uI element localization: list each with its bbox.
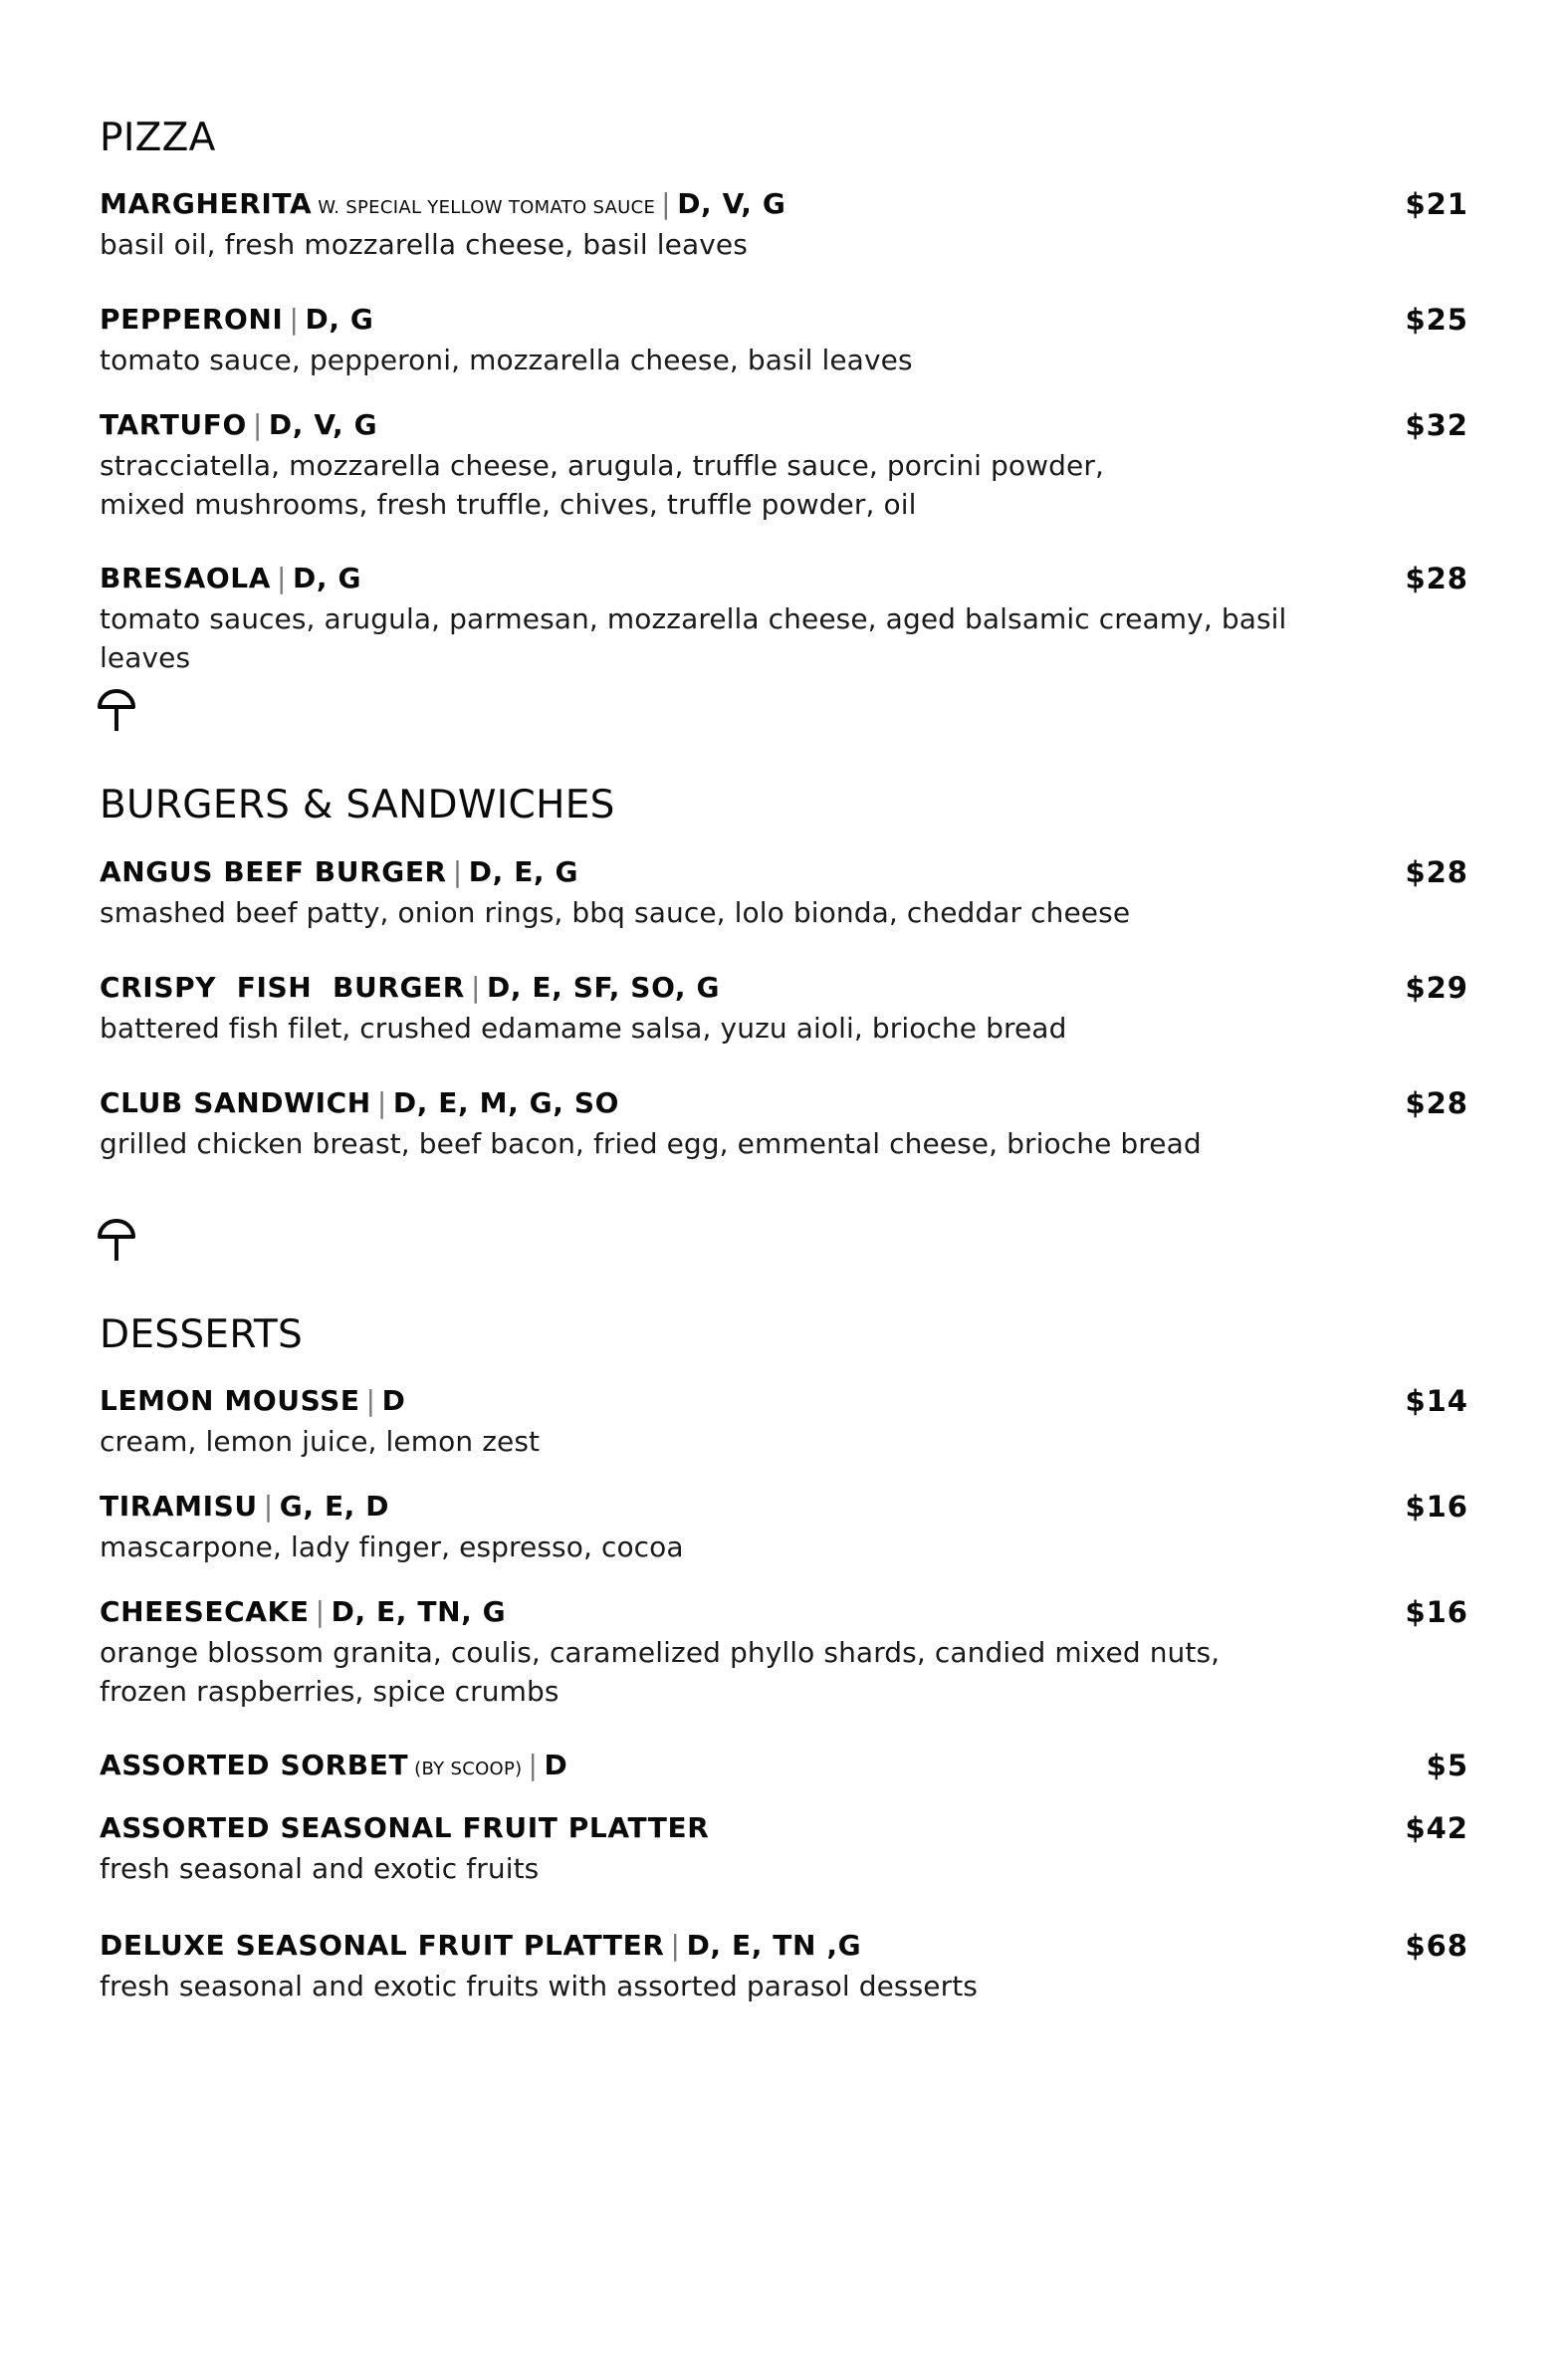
menu-item-description: grilled chicken breast, beef bacon, fried egg, emmental cheese, brioche bread <box>100 1127 1202 1160</box>
section-heading-burgers: BURGERS & SANDWICHES <box>100 783 615 827</box>
menu-item-price: $32 <box>1405 408 1468 442</box>
menu-item-name: ASSORTED SORBET (BY SCOOP) | D <box>100 1749 568 1781</box>
menu-item-name: PEPPERONI | D, G <box>100 303 374 336</box>
menu-item-name: CLUB SANDWICH | D, E, M, G, SO <box>100 1086 619 1119</box>
menu-item-description: tomato sauces, arugula, parmesan, mozzarella cheese, aged balsamic creamy, basil leaves <box>100 602 1287 674</box>
item-note: W. SPECIAL YELLOW TOMATO SAUCE <box>318 197 656 218</box>
menu-item-name: TIRAMISU | G, E, D <box>100 1490 390 1523</box>
menu-item-description: cream, lemon juice, lemon zest <box>100 1425 541 1458</box>
allergen-tags: G, E, D <box>279 1490 390 1523</box>
menu-item-description: stracciatella, mozzarella cheese, arugula, truffle sauce, porcini powder, <box>100 449 1104 482</box>
menu-item-description: mixed mushrooms, fresh truffle, chives, truffle powder, oil <box>100 488 917 521</box>
section-heading-pizza: PIZZA <box>100 116 216 160</box>
allergen-tags: D, E, TN, G <box>331 1595 507 1628</box>
menu-item-price: $14 <box>1405 1384 1468 1418</box>
menu-item-price: $42 <box>1405 1811 1468 1845</box>
allergen-tags: D, E, G <box>468 855 579 888</box>
menu-item-price: $68 <box>1405 1929 1468 1963</box>
menu-item-price: $29 <box>1405 971 1468 1005</box>
menu-item-price: $21 <box>1405 187 1468 221</box>
section-heading-desserts: DESSERTS <box>100 1312 304 1357</box>
menu-item-description: orange blossom granita, coulis, caramelized phyllo shards, candied mixed nuts, <box>100 1636 1221 1669</box>
parasol-icon <box>97 687 136 733</box>
menu-item-price: $28 <box>1405 1086 1468 1120</box>
menu-item-price: $28 <box>1405 855 1468 889</box>
menu-item-price: $16 <box>1405 1595 1468 1629</box>
menu-item-name: BRESAOLA | D, G <box>100 562 362 594</box>
menu-item-name: ANGUS BEEF BURGER | D, E, G <box>100 855 579 888</box>
allergen-tags: D, E, SF, SO, G <box>486 971 721 1004</box>
allergen-tags: D, G <box>305 303 374 336</box>
item-note: (BY SCOOP) <box>414 1759 523 1779</box>
allergen-tags: D, E, TN ,G <box>686 1929 862 1962</box>
menu-item-price: $16 <box>1405 1490 1468 1524</box>
allergen-tags: D, V, G <box>677 187 786 220</box>
menu-item-name: LEMON MOUSSE | D <box>100 1384 406 1417</box>
allergen-tags: D, V, G <box>268 408 378 441</box>
menu-item-name: MARGHERITA W. SPECIAL YELLOW TOMATO SAUCE | D, V, G <box>100 187 786 220</box>
menu-item-description: fresh seasonal and exotic fruits <box>100 1852 540 1885</box>
menu-item-name: CHEESECAKE | D, E, TN, G <box>100 1595 507 1628</box>
menu-item-name: DELUXE SEASONAL FRUIT PLATTER | D, E, TN ,G <box>100 1929 862 1962</box>
menu-item-description: basil oil, fresh mozzarella cheese, basil leaves <box>100 228 748 261</box>
parasol-icon <box>97 1217 136 1263</box>
menu-item-name: CRISPY FISH BURGER | D, E, SF, SO, G <box>100 971 721 1004</box>
menu-item-description: frozen raspberries, spice crumbs <box>100 1675 560 1708</box>
allergen-tags: D, E, M, G, SO <box>392 1086 619 1119</box>
menu-item-price: $5 <box>1426 1749 1468 1782</box>
allergen-tags: D <box>544 1749 568 1781</box>
menu-item-description: battered fish filet, crushed edamame salsa, yuzu aioli, brioche bread <box>100 1012 1067 1045</box>
menu-item-price: $25 <box>1405 303 1468 337</box>
menu-item-description: smashed beef patty, onion rings, bbq sauce, lolo bionda, cheddar cheese <box>100 896 1131 929</box>
menu-item-description: tomato sauce, pepperoni, mozzarella cheese, basil leaves <box>100 344 913 376</box>
menu-item-description: mascarpone, lady finger, espresso, cocoa <box>100 1530 684 1563</box>
menu-item-name: TARTUFO | D, V, G <box>100 408 378 441</box>
allergen-tags: D <box>381 1384 406 1417</box>
allergen-tags: D, G <box>293 562 362 594</box>
menu-item-description: fresh seasonal and exotic fruits with assorted parasol desserts <box>100 1970 978 2002</box>
menu-item-name: ASSORTED SEASONAL FRUIT PLATTER <box>100 1811 710 1844</box>
menu-item-price: $28 <box>1405 562 1468 595</box>
